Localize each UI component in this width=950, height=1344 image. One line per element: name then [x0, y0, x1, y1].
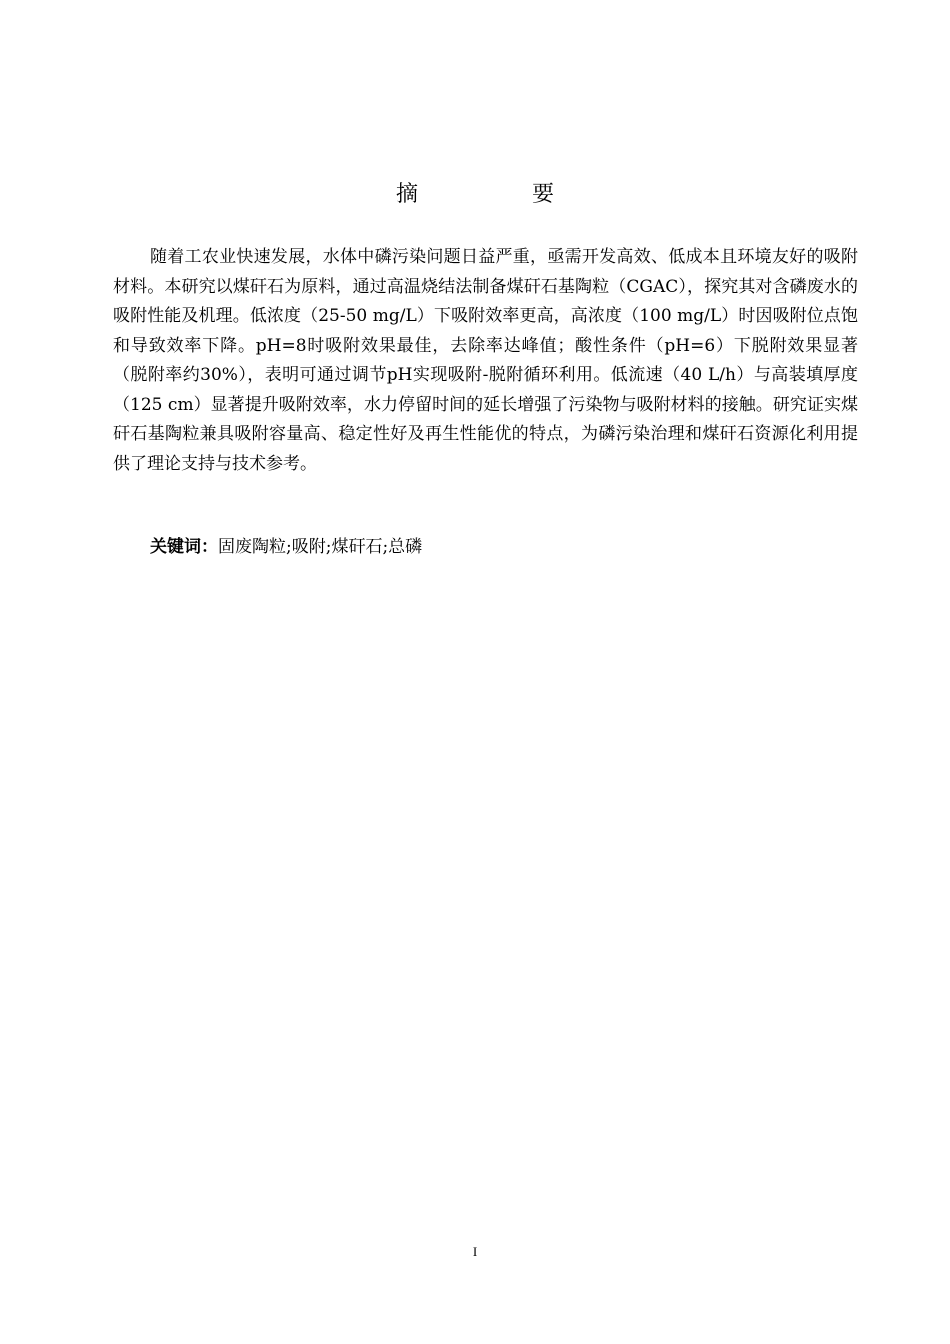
keywords-line	[150, 533, 850, 562]
keywords-label: 关键词：	[150, 537, 218, 557]
page-number: I	[472, 1244, 478, 1259]
abstract-title: 摘 要	[395, 182, 600, 207]
abstract-paragraph: 随着工农业快速发展，水体中磷污染问题日益严重，亟需开发高效、低成本且环境友好的吸附材料。本研究以煤矸石为原料，通过高温烧结法制备煤矸石基陶粒（CGAC），探究其对含磷废水的吸附性能及机理。低浓度（25-50 mg/L）下吸附效率更高，高浓度（100 mg/L）时因吸附位点饱和导致效率下降。pH=8时吸附效果最佳，去除率达峰值；酸性条件（pH=6）下脱附效果显著（脱附率约30%），表明可通过调节pH实现吸附-脱附循环利用。低流速（40 L/h）与高装填厚度（125 cm）显著提升吸附效率，水力停留时间的延长增强了污染物与吸附材料的接触。研究证实煤矸石基陶粒兼具吸附容量高、稳定性好及再生性能优的特点，为磷污染治理和煤矸石资源化利用提供了理论支持与技术参考。	[113, 247, 858, 474]
keywords-list: 固废陶粒;吸附;煤矸石;总磷	[218, 537, 423, 557]
